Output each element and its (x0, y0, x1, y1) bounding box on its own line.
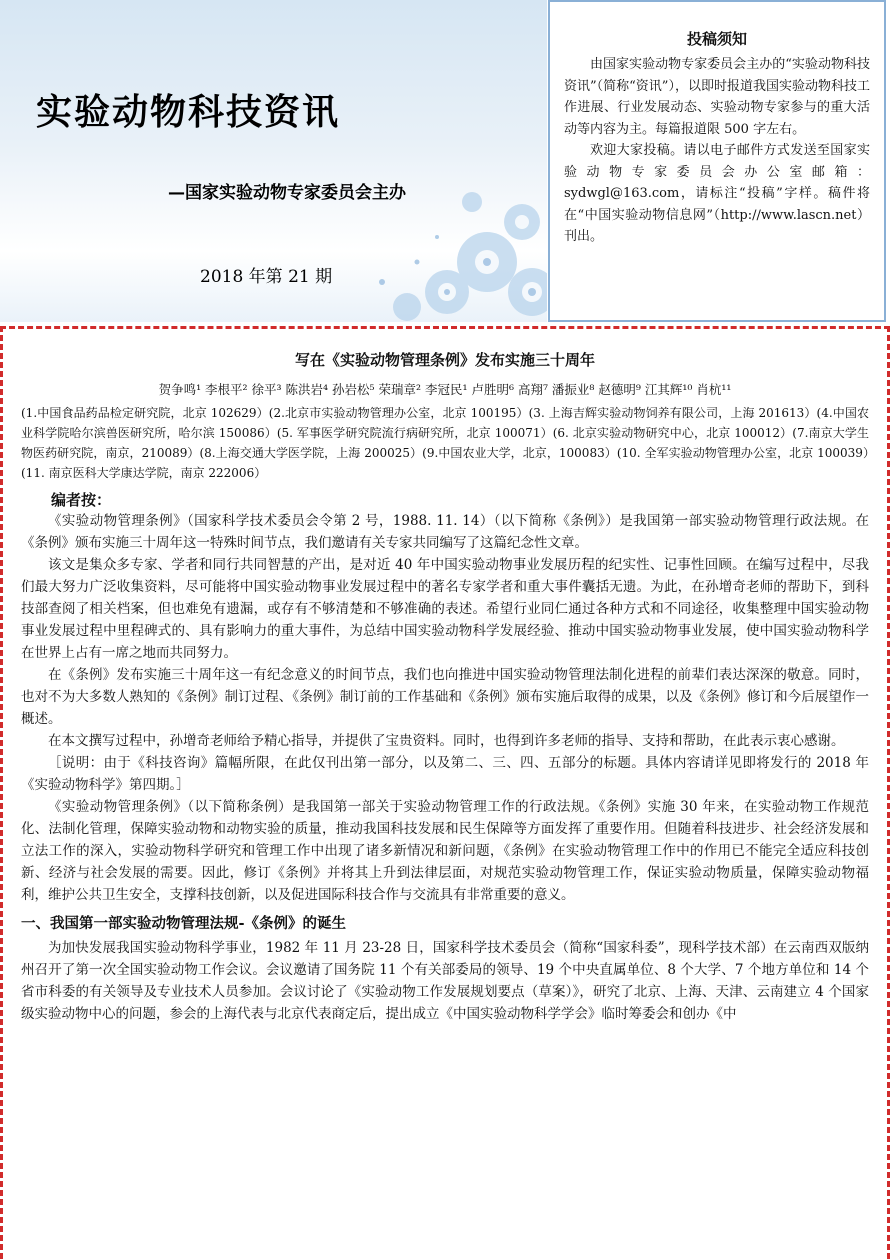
body-paragraph: 在本文撰写过程中，孙增奇老师给予精心指导，并提供了宝贵资料。同时，也得到许多老师的指导、支持和帮助，在此表示衷心感谢。 (48, 733, 845, 749)
body-paragraph: 《实验动物管理条例》（国家科学技术委员会令第 2 号，1988. 11. 14）（以下简称《条例》）是我国第一部实验动物管理行政法规。在《条例》颁布实施三十周年这一特殊时间节点，我们邀请有关专家共同编写了这篇纪念性文章。 (21, 513, 869, 551)
newsletter-host: —国家实验动物专家委员会主办 (168, 183, 406, 203)
notice-paragraph: 由国家实验动物专家委员会主办的“实验动物科技资讯”（简称“资讯”），以即时报道我国实验动物科技工作进展、行业发展动态、实验动物专家参与的重大活动等内容为主。每篇报道限 500 字左右。 (564, 57, 870, 137)
article-title: 写在《实验动物管理条例》发布实施三十周年 (294, 351, 595, 369)
body-paragraph: ［说明：由于《科技咨询》篇幅所限，在此仅刊出第一部分，以及第二、三、四、五部分的标题。具体内容请详见即将发行的 2018 年《实验动物科学》第四期。］ (21, 755, 869, 793)
body-paragraph: 在《条例》发布实施三十周年这一有纪念意义的时间节点，我们也向推进中国实验动物管理法制化进程的前辈们表达深深的敬意。同时，也对不为大多数人熟知的《条例》制订过程、《条例》制订前的工作基础和《条例》颁布实施后取得的成果，以及《条例》修订和今后展望作一概述。 (21, 667, 869, 727)
editor-note-heading: 编者按： (51, 491, 112, 509)
section-paragraph: 为加快发展我国实验动物科学事业，1982 年 11 月 23-28 日，国家科学技术委员会（简称“国家科委”，现科学技术部）在云南西双版纳州召开了第一次全国实验动物工作会议。会议邀请了国务院 11 个有关部委局的领导、19 个中央直属单位、8 个大学、7 个地方单位和 14 个省市科委的有关领导及专业技术人员参加。会议讨论了《实验动物工作发展规划要点（草案）》，研究了北京、上海、天津、云南建立 4 个国家级实验动物中心的问题，参会的上海代表与北京代表商定后，提出成立《中国实验动物科学学会》临时筹委会和创办《中 (21, 940, 870, 1022)
masthead-banner (0, 0, 547, 322)
affiliations: (1.中国食品药品检定研究院，北京 102629）(2.北京市实验动物管理办公室，北京 100195）(3. 上海吉辉实验动物饲养有限公司，上海 201613）(4.中国农业科学院哈尔滨兽医研究所，哈尔滨 150086）(5. 军事医学研究院流行病研究所，北京 100071）(6. 北京实验动物研究中心，北京 100012）(7.南京大学生物医药研究院，南京，210089）(8.上海交通大学医学院，上海 200025）(9.中国农业大学，北京，100083）(10. 全军实验动物管理办公室，北京 100039）(11. 南京医科大学康达学院，南京 222006） (21, 406, 869, 480)
body-paragraph: 《实验动物管理条例》（以下简称条例）是我国第一部关于实验动物管理工作的行政法规。《条例》实施 30 年来，在实验动物工作规范化、法制化管理，保障实验动物和动物实验的质量，推动我国科技发展和民生保障等方面发挥了重要作用。但随着科技进步、社会经济发展和立法工作的深入，实验动物科学研究和管理工作中出现了诸多新情况和新问题，《条例》在实验动物管理工作中的作用已不能完全适应科技创新、经济与社会发展的需要。因此，修订《条例》并将其上升到法律层面，对规范实验动物管理工作，保证实验动物质量，保障实验动物福利，维护公共卫生安全，支撑科技创新，以及促进国际科技合作与交流具有非常重要的意义。 (21, 799, 869, 903)
notice-heading: 投稿须知 (686, 30, 747, 48)
notice-paragraph: 欢迎大家投稿。请以电子邮件方式发送至国家实验动物专家委员会办公室邮箱：sydwgl@163.com，请标注“投稿”字样。稿件将在“中国实验动物信息网”（http://www.lascn.net）刊出。 (564, 143, 870, 244)
article-panel (0, 326, 890, 1259)
submission-notice (548, 0, 886, 322)
body-paragraph: 该文是集众多专家、学者和同行共同智慧的产出，是对近 40 年中国实验动物事业发展历程的纪实性、记事性回顾。在编写过程中，尽我们最大努力广泛收集资料，尽可能将中国实验动物事业发展过程中的著名专家学者和重大事件囊括无遗。为此，在孙增奇老师的帮助下，到科技部查阅了相关档案，但也难免有遗漏，或存有不够清楚和不够准确的表述。希望行业同仁通过各种方式和不同途径，收集整理中国实验动物事业发展过程中里程碑式的、具有影响力的重大事件，为总结中国实验动物科学发展经验、推动中国实验动物事业发展，使中国实验动物科学在世界上占有一席之地而共同努力。 (21, 557, 869, 661)
author-list: 贺争鸣¹ 李根平² 徐平³ 陈洪岩⁴ 孙岩松⁵ 荣瑞章² 李冠民¹ 卢胜明⁶ 高翔⁷ 潘振业⁸ 赵德明⁹ 江其辉¹⁰ 肖杭¹¹ (158, 382, 732, 397)
section-heading: 一、我国第一部实验动物管理法规-《条例》的诞生 (21, 916, 347, 932)
newsletter-title: 实验动物科技资讯 (36, 92, 341, 133)
issue-number: 2018 年第 21 期 (200, 267, 333, 287)
floral-decoration (287, 142, 547, 322)
